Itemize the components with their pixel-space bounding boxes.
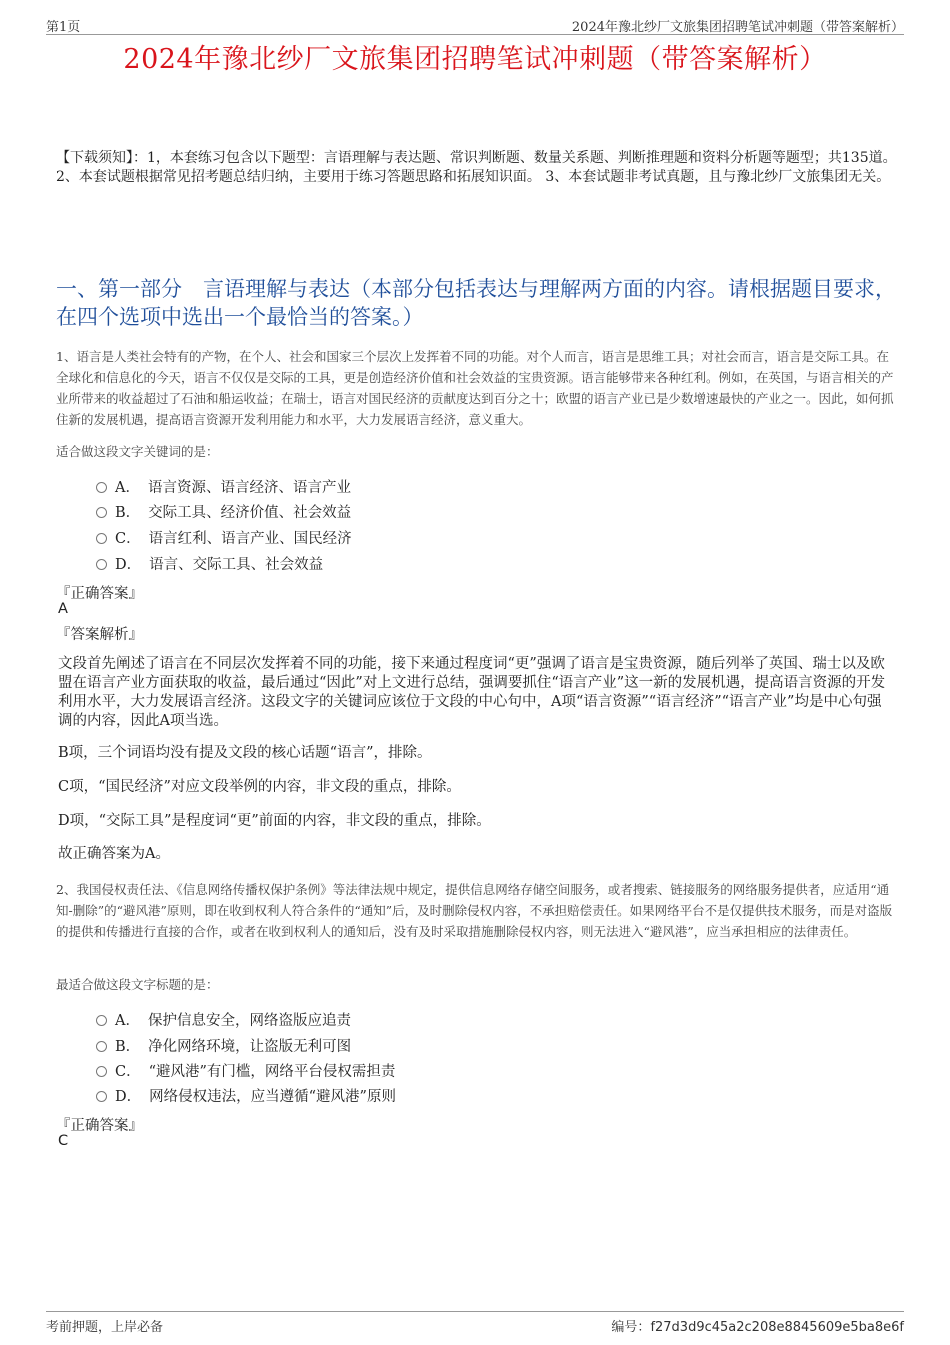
question-1-prompt: 适合做这段文字关键词的是：: [56, 444, 219, 459]
question-2-answer: C: [58, 1133, 69, 1149]
option-text: 交际工具、经济价值、社会效益: [148, 504, 352, 521]
analysis-paragraph: D项，“交际工具”是程度词“更”前面的内容，非文段的重点，排除。: [58, 813, 491, 829]
option-letter: C．: [115, 530, 141, 547]
option-letter: B．: [115, 1038, 141, 1055]
question-2-prompt: 最适合做这段文字标题的是：: [56, 977, 219, 992]
footer-slogan: 考前押题，上岸必备: [46, 1320, 164, 1335]
option-letter: C．: [115, 1063, 141, 1080]
question-1-text: 1、语言是人类社会特有的产物，在个人、社会和国家三个层次上发挥着不同的功能。对个人而言，语言是思维工具；对社会而言，语言是交际工具。在全球化和信息化的今天，语言不仅仅是交际的工具，更是创造经济价值和社会效益的宝贵资源。语言能够带来各种红利。例如，在英国，与语言相关的产业所带来的收益超过了石油和船运收益；在瑞士，语言对国民经济的贡献度达到百分之十；欧盟的语言产业已是少数增速最快的产业之一。因此，如何抓住新的发展机遇，提高语言资源开发利用能力和水平，大力发展语言经济，意义重大。: [56, 349, 894, 427]
option-text: 网络侵权违法，应当遵循“避风港”原则: [149, 1088, 396, 1105]
radio-icon[interactable]: [96, 507, 107, 518]
analysis-paragraph: C项，“国民经济”对应文段举例的内容，非文段的重点，排除。: [58, 779, 461, 795]
section-heading: 一、第一部分 言语理解与表达（本部分包括表达与理解两方面的内容。请根据题目要求，在四个选项中选出一个最恰当的答案。）: [56, 277, 896, 329]
question-1-answer-label: 『正确答案』: [56, 586, 143, 602]
question-2-answer-label: 『正确答案』: [56, 1118, 143, 1134]
question-1-analysis-label: 『答案解析』: [56, 627, 143, 643]
radio-icon[interactable]: [96, 482, 107, 493]
document-title: 2024年豫北纱厂文旅集团招聘笔试冲刺题（带答案解析）: [123, 44, 827, 75]
question-1-option-a[interactable]: [96, 475, 351, 497]
option-letter: B．: [115, 504, 141, 521]
option-letter: D．: [115, 556, 142, 573]
option-letter: D．: [115, 1088, 142, 1105]
analysis-paragraph: 文段首先阐述了语言在不同层次发挥着不同的功能，接下来通过程度词“更”强调了语言是宝贵资源，随后列举了英国、瑞士以及欧盟在语言产业方面获取的收益，最后通过“因此”对上文进行总结，强调要抓住“语言产业”这一新的发展机遇，提高语言资源的开发利用水平，大力发展语言经济。这段文字的关键词应该位于文段的中心句中，A项“语言资源”“语言经济”“语言产业”均是中心句强调的内容，因此A项当选。: [58, 656, 886, 729]
question-2-option-b[interactable]: [96, 1034, 351, 1056]
radio-icon[interactable]: [96, 533, 107, 544]
radio-icon[interactable]: [96, 559, 107, 570]
option-text: “避风港”有门槛，网络平台侵权需担责: [148, 1063, 396, 1080]
question-1-answer: A: [58, 601, 68, 617]
footer-code: [611, 1316, 904, 1335]
question-1-option-c[interactable]: [96, 526, 352, 548]
footer-code-label: 编号：: [611, 1320, 651, 1335]
question-2-option-c[interactable]: [96, 1059, 395, 1081]
question-1-option-d[interactable]: [96, 552, 323, 574]
question-1-option-b[interactable]: [96, 500, 351, 522]
analysis-paragraph: B项，三个词语均没有提及文段的核心话题“语言”，排除。: [58, 745, 432, 761]
option-text: 语言、交际工具、社会效益: [149, 556, 324, 573]
question-2-option-d[interactable]: [96, 1084, 396, 1106]
download-notice: 【下载须知】：1，本套练习包含以下题型：言语理解与表达题、常识判断题、数量关系题、判断推理题和资料分析题等题型；共135道。 2、本套试题根据常见招考题总结归纳，主要用于练习答题思路和拓展知识面。 3、本套试题非考试真题，且与豫北纱厂文旅集团无关。: [56, 150, 897, 185]
radio-icon[interactable]: [96, 1091, 107, 1102]
radio-icon[interactable]: [96, 1066, 107, 1077]
header-doc-title: 2024年豫北纱厂文旅集团招聘笔试冲刺题（带答案解析）: [571, 20, 904, 35]
option-text: 保护信息安全，网络盗版应追责: [147, 1012, 351, 1029]
footer-code-value: f27d3d9c45a2c208e8845609e5ba8e6f: [650, 1320, 904, 1335]
option-text: 语言红利、语言产业、国民经济: [148, 530, 352, 547]
page-footer: [46, 1311, 904, 1336]
page-header: [46, 14, 904, 35]
question-2-option-a[interactable]: [96, 1008, 351, 1030]
analysis-paragraph: 故正确答案为A。: [58, 846, 170, 862]
option-letter: A．: [115, 1012, 140, 1029]
option-letter: A．: [115, 479, 140, 496]
radio-icon[interactable]: [96, 1015, 107, 1026]
page-number: 第1页: [46, 20, 81, 35]
radio-icon[interactable]: [96, 1041, 107, 1052]
option-text: 语言资源、语言经济、语言产业: [147, 479, 351, 496]
option-text: 净化网络环境，让盗版无利可图: [148, 1038, 352, 1055]
question-2-text: 2、我国侵权责任法、《信息网络传播权保护条例》等法律法规中规定，提供信息网络存储空间服务，或者搜索、链接服务的网络服务提供者，应适用“通知-删除”的“避风港”原则，即在收到权利人符合条件的“通知”后，及时删除侵权内容，不承担赔偿责任。如果网络平台不是仅提供技术服务，而是对盗版的提供和传播进行直接的合作，或者在收到权利人的通知后，没有及时采取措施删除侵权内容，则无法进入“避风港”，应当承担相应的法律责任。: [56, 882, 893, 939]
